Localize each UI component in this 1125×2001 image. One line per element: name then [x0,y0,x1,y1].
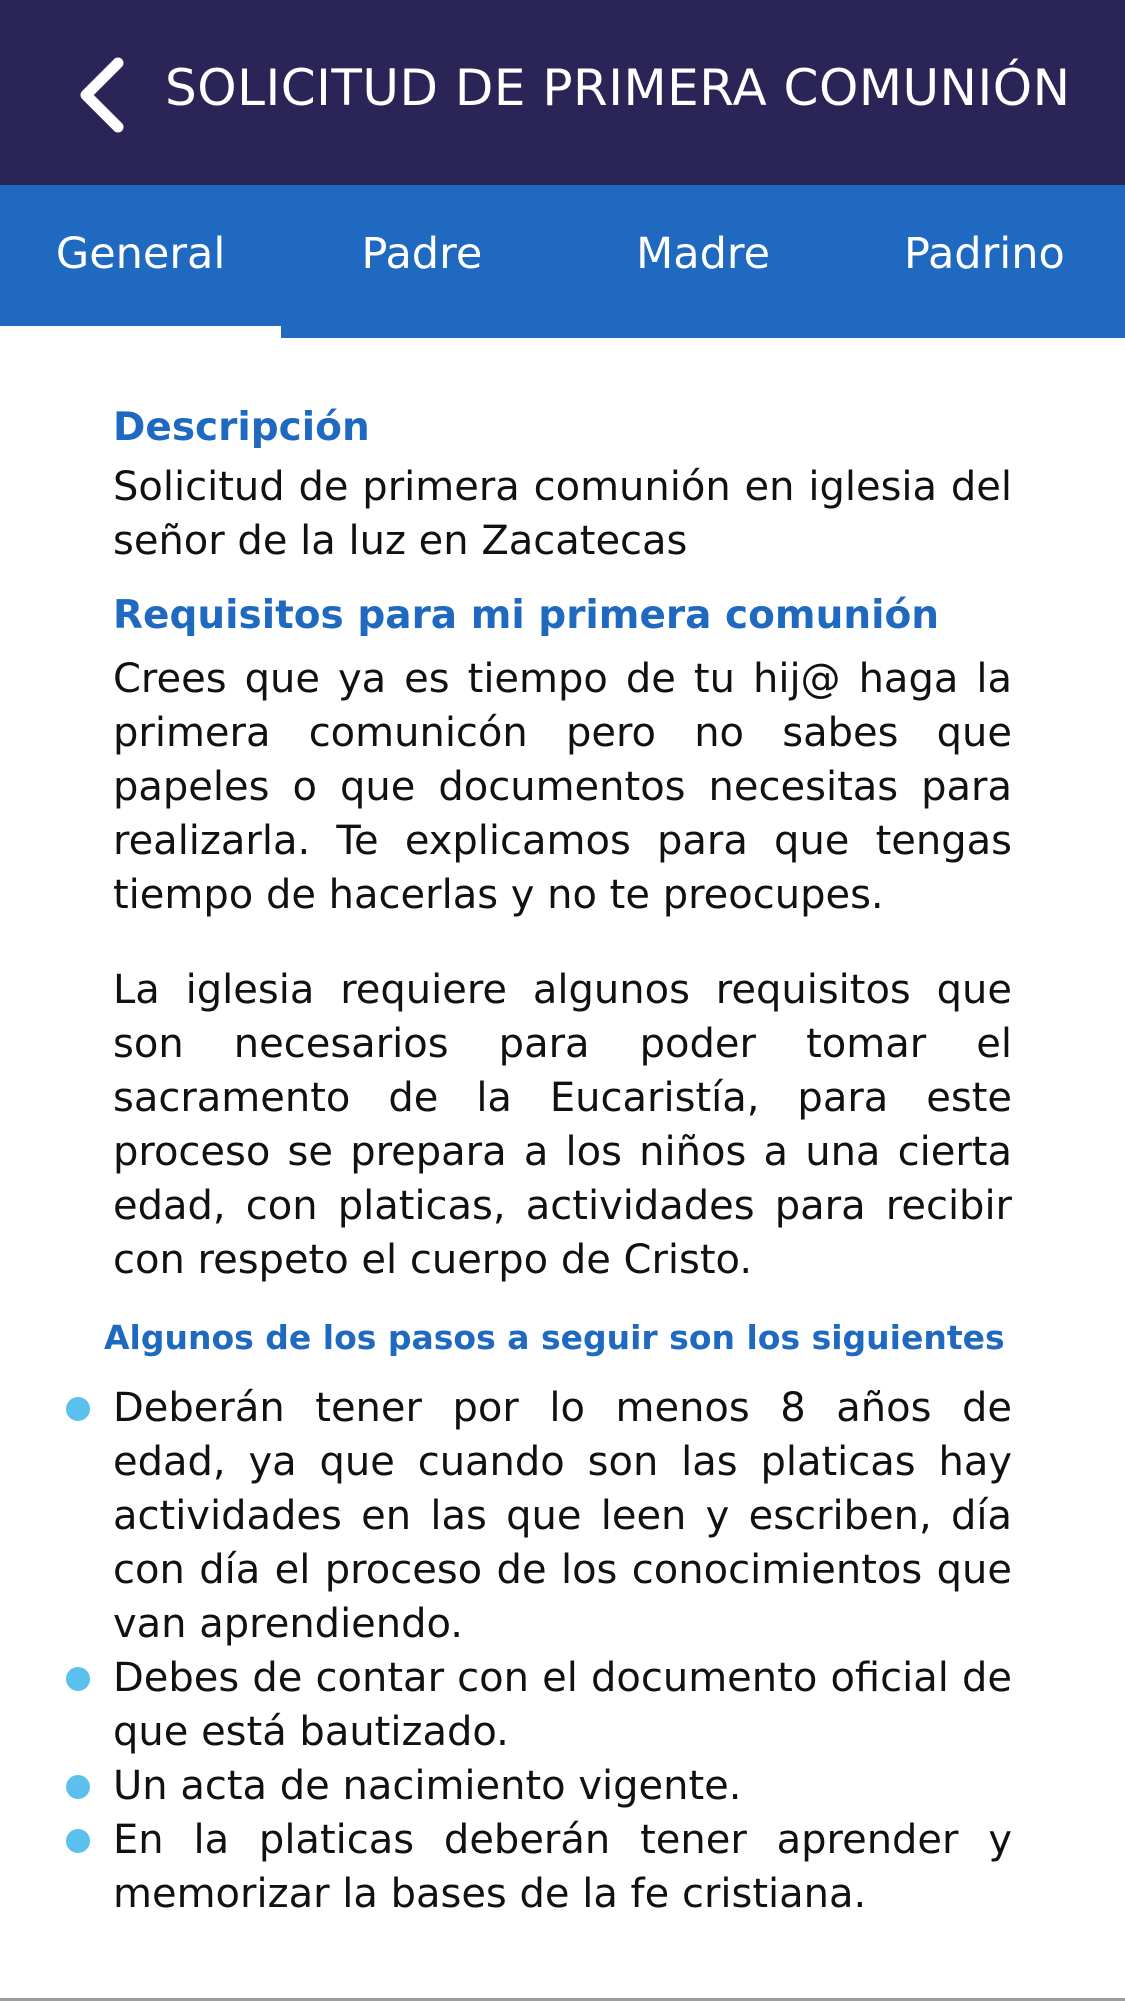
tab-general[interactable] [0,185,281,338]
bullet-icon [66,1667,90,1691]
tab-padrino[interactable] [844,185,1125,338]
bullet-icon [66,1775,90,1799]
requirements-paragraph-2: La iglesia requiere algunos requisitos que son necesarios para poder tomar el sacramento de la Eucaristía, para este proceso se prepara a los niños a una cierta edad, con platicas, actividades para recibir con respeto el cuerpo de Cristo. [113,967,1012,1283]
list-item-text: Debes de contar con el documento oficial de que está bautizado. [113,1655,1012,1755]
tab-madre-label: Madre [636,228,771,279]
steps-list [0,1381,1125,1921]
list-item-text: Un acta de nacimiento vigente. [113,1763,742,1809]
description-title: Descripción [113,405,370,450]
tab-bar [0,185,1125,338]
content-area[interactable] [0,338,1125,1921]
chevron-left-icon [70,55,140,135]
list-item [0,1759,1125,1813]
tab-general-label: General [55,228,226,279]
list-item-text: En la platicas deberán tener aprender y memorizar la bases de la fe cristiana. [113,1817,1012,1917]
tab-padre-label: Padre [361,228,483,279]
app-header [0,0,1125,185]
list-item-text: Deberán tener por lo menos 8 años de edad, ya que cuando son las platicas hay actividades en las que leen y escriben, día con día el proceso de los conocimientos que van aprendiendo. [113,1385,1012,1647]
bullet-icon [66,1829,90,1853]
list-item [0,1381,1125,1651]
bullet-icon [66,1397,90,1421]
list-item [0,1651,1125,1759]
tab-madre[interactable] [563,185,844,338]
requirements-title: Requisitos para mi primera comunión [113,593,940,638]
back-button[interactable] [70,55,140,135]
page-title: SOLICITUD DE PRIMERA COMUNIÓN [165,59,1071,117]
list-item [0,1813,1125,1921]
tab-padre[interactable] [281,185,562,338]
tab-padrino-label: Padrino [903,228,1065,279]
description-text: Solicitud de primera comunión en iglesia del señor de la luz en Zacatecas [113,464,1012,564]
requirements-paragraph-1: Crees que ya es tiempo de tu hij@ haga la primera comunicón pero no sabes que papeles o que documentos necesitas para realizarla. Te explicamos para que tengas tiempo de hacerlas y no te preocupes. [113,656,1012,918]
steps-title: Algunos de los pasos a seguir son los siguientes [104,1318,1005,1357]
